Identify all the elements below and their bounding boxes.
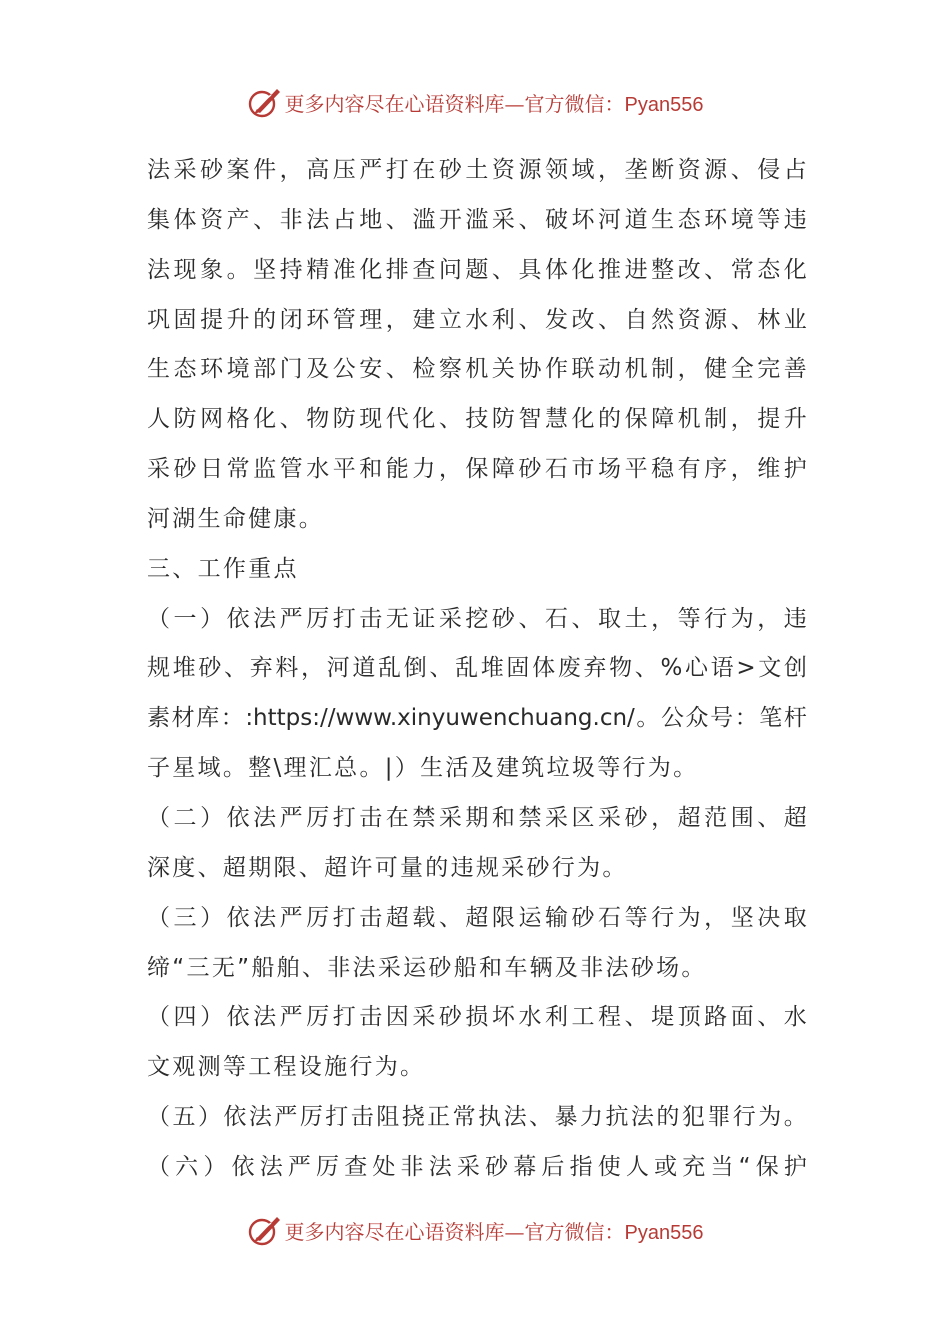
document-body	[147, 146, 807, 1193]
header-banner	[0, 82, 950, 122]
banner-text: 更多内容尽在心语资料库—官方微信：Pyan556	[284, 91, 704, 116]
text-line: （ 一 ） 依 法 严 厉 打 击 无 证 采 挖 砂 、 石 、 取 土 ， 等 行 为 ， 违	[147, 605, 807, 632]
text-line: 素 材 库 ： :https://www.xinyuwenchuang.cn/ 。 公 众 号 ： 笔 杆	[147, 705, 807, 732]
text-line: 采 砂 日 常 监 管 水 平 和 能 力 ， 保 障 砂 石 市 场 平 稳 有 序 ， 维 护	[147, 456, 807, 483]
quill-pen-logo-icon	[247, 84, 283, 120]
text-line: （ 五 ） 依 法 严 厉 打 击 阻 挠 正 常 执 法 、 暴 力 抗 法 的 犯 罪 行 为 。	[147, 1104, 807, 1131]
text-line: （ 三 ） 依 法 严 厉 打 击 超 载 、 超 限 运 输 砂 石 等 行 为 ， 坚 决 取	[147, 904, 807, 931]
text-line: （ 六 ） 依 法 严 厉 查 处 非 法 采 砂 幕 后 指 使 人 或 充 当 “ 保 护	[147, 1153, 807, 1180]
text-line: 河湖生命健康。	[147, 505, 325, 532]
text-line: 子星域。整\理汇总。|）生活及建筑垃圾等行为。	[147, 755, 699, 782]
text-line: 深度、超期限、超许可量的违规采砂行为。	[147, 854, 628, 881]
text-line: （ 二 ） 依 法 严 厉 打 击 在 禁 采 期 和 禁 采 区 采 砂 ， 超 范 围 、 超	[147, 804, 807, 831]
text-line: 缔“三无”船舶、非法采运砂船和车辆及非法砂场。	[147, 954, 707, 981]
text-line: 三、工作重点	[147, 555, 299, 582]
footer-banner	[0, 1210, 950, 1250]
text-line: 巩 固 提 升 的 闭 环 管 理 ， 建 立 水 利 、 发 改 、 自 然 资 源 、 林 业	[147, 306, 807, 333]
text-line: 法 现 象 。 坚 持 精 准 化 排 查 问 题 、 具 体 化 推 进 整 改 、 常 态 化	[147, 256, 807, 283]
text-line: 生 态 环 境 部 门 及 公 安 、 检 察 机 关 协 作 联 动 机 制 ， 健 全 完 善	[147, 356, 807, 383]
quill-pen-logo-icon	[247, 1212, 283, 1248]
banner-text: 更多内容尽在心语资料库—官方微信：Pyan556	[284, 1219, 704, 1244]
text-line: 规 堆 砂 、 弃 料 ， 河 道 乱 倒 、 乱 堆 固 体 废 弃 物 、 % 心 语 > 文 创	[147, 655, 807, 682]
text-line: 集 体 资 产 、 非 法 占 地 、 滥 开 滥 采 、 破 坏 河 道 生 态 环 境 等 违	[147, 206, 807, 233]
text-line: 文观测等工程设施行为。	[147, 1054, 426, 1081]
text-line: 法 采 砂 案 件 ， 高 压 严 打 在 砂 土 资 源 领 域 ， 垄 断 资 源 、 侵 占	[147, 157, 807, 183]
text-line: （ 四 ） 依 法 严 厉 打 击 因 采 砂 损 坏 水 利 工 程 、 堤 顶 路 面 、 水	[147, 1004, 807, 1031]
text-line: 人 防 网 格 化 、 物 防 现 代 化 、 技 防 智 慧 化 的 保 障 机 制 ， 提 升	[147, 406, 807, 433]
